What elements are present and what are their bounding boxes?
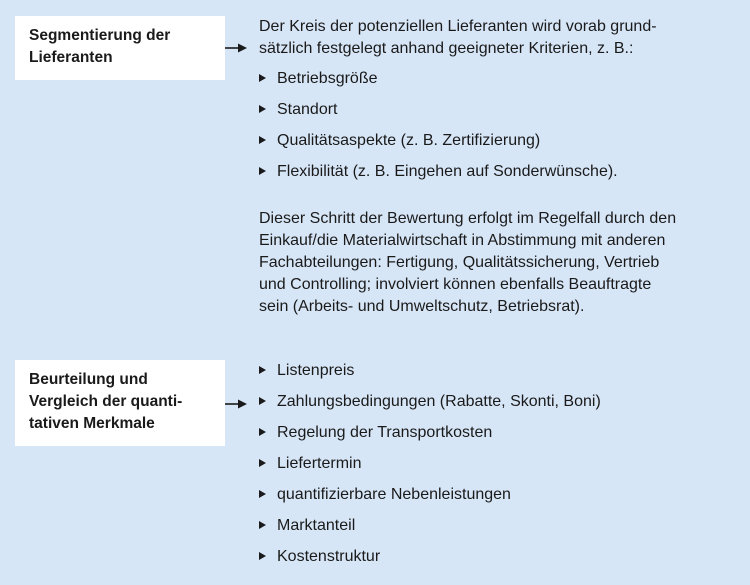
label-line: Lieferanten: [29, 49, 113, 66]
list-item-text: Flexibilität (z. B. Eingehen auf Sonderwünsche).: [277, 163, 618, 180]
text-line: und Controlling; involviert können ebenfalls Beauftragte: [259, 276, 652, 293]
list-item: [259, 161, 618, 183]
text-line: sein (Arbeits- und Umweltschutz, Betriebsrat).: [259, 298, 585, 315]
bullet-triangle-icon: [259, 490, 266, 498]
list-item-text: Kostenstruktur: [277, 548, 381, 565]
list-item: [259, 68, 378, 90]
list-item: [259, 130, 540, 152]
label-line: Beurteilung und: [29, 371, 148, 388]
text-line: Fachabteilungen: Fertigung, Qualitätssicherung, Vertrieb: [259, 254, 660, 271]
bullet-triangle-icon: [259, 459, 266, 467]
label-line: tativen Merkmale: [29, 415, 155, 432]
arrow-right-icon: [225, 398, 247, 410]
bullet-triangle-icon: [259, 105, 266, 113]
quantitative-label-box: [15, 360, 225, 446]
bullet-triangle-icon: [259, 366, 266, 374]
bullet-triangle-icon: [259, 552, 266, 560]
list-item: [259, 99, 337, 121]
bullet-triangle-icon: [259, 521, 266, 529]
segmentation-label-box: [15, 16, 225, 80]
segmentation-intro: [259, 16, 739, 60]
list-item: [259, 515, 355, 537]
bullet-triangle-icon: [259, 397, 266, 405]
list-item-text: Qualitätsaspekte (z. B. Zertifizierung): [277, 132, 541, 149]
bullet-triangle-icon: [259, 428, 266, 436]
list-item-text: Marktanteil: [277, 517, 356, 534]
list-item-text: Listenpreis: [277, 362, 355, 379]
list-item-text: quantifizierbare Nebenleistungen: [277, 486, 511, 503]
label-line: Segmentierung der: [29, 27, 171, 44]
text-line: sätzlich festgelegt anhand geeigneter Kriterien, z. B.:: [259, 40, 634, 57]
list-item: [259, 422, 492, 444]
list-item: [259, 453, 361, 475]
list-item-text: Liefertermin: [277, 455, 362, 472]
text-line: Einkauf/die Materialwirtschaft in Abstimmung mit anderen: [259, 232, 666, 249]
bullet-triangle-icon: [259, 74, 266, 82]
bullet-triangle-icon: [259, 136, 266, 144]
list-item-text: Zahlungsbedingungen (Rabatte, Skonti, Boni): [277, 393, 601, 410]
list-item-text: Regelung der Transportkosten: [277, 424, 493, 441]
list-item: [259, 546, 380, 568]
list-item: [259, 484, 511, 506]
text-line: Dieser Schritt der Bewertung erfolgt im Regelfall durch den: [259, 210, 677, 227]
list-item: [259, 391, 601, 413]
bullet-triangle-icon: [259, 167, 266, 175]
arrow-right-icon: [225, 42, 247, 54]
label-line: Vergleich der quanti-: [29, 393, 183, 410]
segmentation-paragraph: [259, 208, 739, 318]
list-item: [259, 360, 354, 382]
list-item-text: Betriebsgröße: [277, 70, 378, 87]
text-line: Der Kreis der potenziellen Lieferanten wird vorab grund-: [259, 18, 657, 35]
list-item-text: Standort: [277, 101, 338, 118]
